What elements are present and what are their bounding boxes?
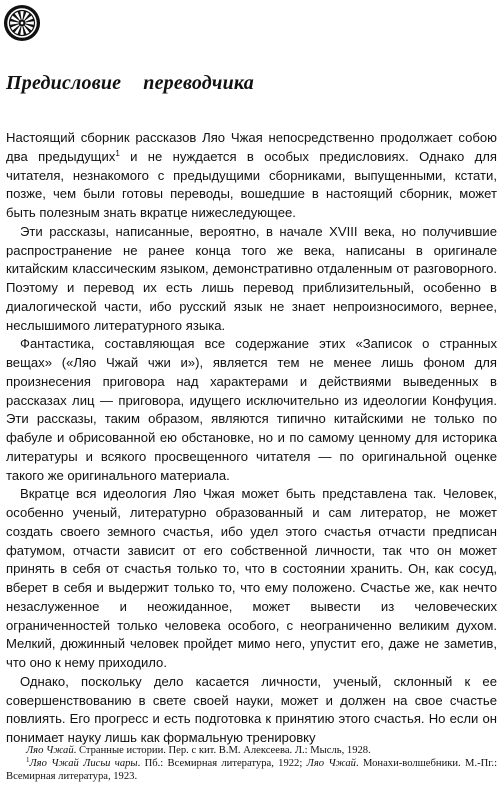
spoked-wheel-icon — [3, 4, 41, 42]
paragraph-4: Вкратце вся идеология Ляо Чжая может быть представлена так. Человек, особенно ученый, литературно образованный и сам литератор, не может создать своего земного счастья, ибо удел этого счастья отчасти предписан фатумом, отчасти зависит от его собственной личности, так что он может принять в себя от счастья только то, что в состоянии хранить. Он, как сосуд, вберет в себя и выдержит только то, что ему положено. Счастье же, как нечто незаслуженное и неожиданное, может вывести из человеческих ограниченностей только человека особого, с неограниченно великим духом. Мелкий, дюжинный человек пройдет мимо него, упустит его, даже не заметив, что оно к нему приходило. — [6, 486, 497, 670]
title-word-translator: переводчика — [143, 72, 254, 94]
page-title — [6, 72, 254, 95]
paragraph-1-end: и не нуждается в особых предисловиях. Однако для читателя, незнакомого с предыдущими сборниками, выпущенными, кстати, позже, чем были готовы переводы, вошедшие в настоящий сборник, может быть полезным знать вкратце нижеследующее. — [6, 148, 497, 220]
footnote-1-text-a: . Пб.: Всемирная литература, 1922; — [137, 758, 307, 769]
paragraph-1-start: Настоящий сборник рассказов Ляо Чжая непосредственно продолжает собою два предыдущих — [6, 130, 497, 164]
paragraph-1 — [6, 129, 497, 223]
footnote-source-text: . Странные истории. Пер. с кит. В.М. Алексеева. Л.: Мысль, 1928. — [73, 745, 371, 756]
paragraph-3: Фантастика, составляющая все содержание этих «Записок о странных вещах» («Ляо Чжай чжи и»), является тем не менее лишь фоном для произнесения приговора над характерами и действиями выведенных в рассказах лиц — приговора, идущего исключительно из идеологии Конфуция. Эти рассказы, таким образом, являются типично китайскими не только по фабуле и обрисованной ею обстановке, но и по самому ценному для историка литературы и всякого просвещенного читателя — по оригинальной оценке такого же оригинального материала. — [6, 336, 497, 483]
paragraph-5: Однако, поскольку дело касается личности, ученый, склонный к ее совершенствованию в свете своей науки, может и должен на свое счастье повлиять. Его прогресс и есть подготовка к принятию этого счастья. Но если он понимает науку лишь как формальную тренировку — [6, 673, 497, 745]
footnote-1-author-a: Ляо Чжай — [29, 758, 79, 769]
main-text — [6, 129, 497, 748]
paragraph-2: Эти рассказы, написанные, вероятно, в начале XVIII века, но получившие распространение не ранее конца того же века, написаны в оригинале китайским классическим языком, демонстративно отдаленным от разговорного. Поэтому и перевод их есть лишь перевод приблизительный, особенно в диалогической части, ибо русский язык не знает непроизносимого, вернее, неслышимого литературного языка. — [6, 223, 497, 333]
footnote-1-author-b: Ляо Чжай — [306, 758, 356, 769]
footnote-1-marker: 1 — [26, 756, 30, 764]
footnote-ref-1: 1 — [115, 148, 120, 158]
footnote-1-text-b: . Монахи-волшебники. М.-Пг.: Всемирная литература, 1923. — [6, 758, 498, 782]
footnotes — [6, 744, 497, 783]
footnote-1 — [6, 757, 497, 783]
title-word-preface: Предисловие — [6, 72, 122, 94]
footnote-source-author: Ляо Чжай — [26, 745, 74, 756]
footnote-1-title-a: Лисьи чары — [83, 758, 138, 769]
footnote-source — [6, 744, 497, 757]
